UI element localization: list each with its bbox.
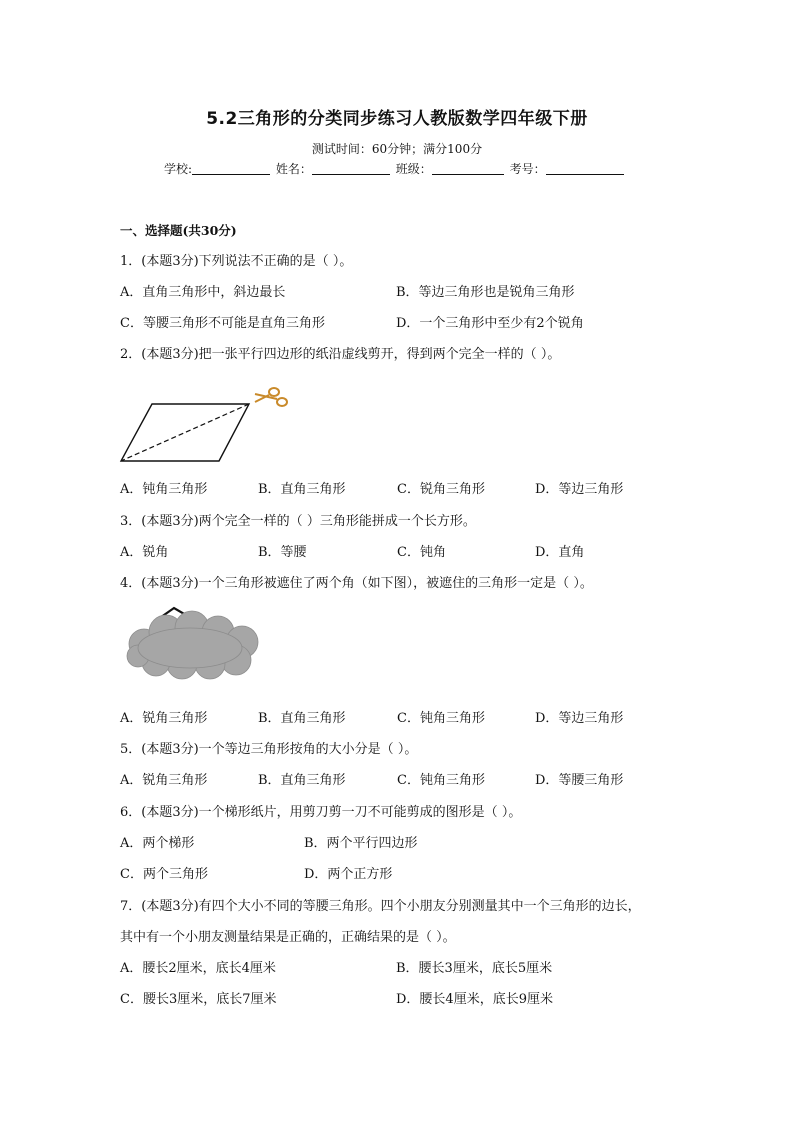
exam-no-label: 考号：: [509, 162, 546, 176]
q7-option-d[interactable]: D．腰长4厘米，底长9厘米: [396, 992, 553, 1007]
test-info: 测试时间：60分钟；满分100分: [311, 142, 483, 156]
student-info-line: [164, 160, 626, 177]
q5-option-d[interactable]: D．等腰三角形: [535, 773, 624, 788]
question-2-stem: 2．(本题3分)把一张平行四边形的纸沿虚线剪开，得到两个完全一样的（ ）。: [120, 347, 561, 362]
question-7-stem-line2: 其中有一个小朋友测量结果是正确的，正确结果的是（ ）。: [120, 930, 456, 945]
question-6-stem: 6．(本题3分)一个梯形纸片，用剪刀剪一刀不可能剪成的图形是（ ）。: [120, 805, 522, 820]
q3-option-c[interactable]: C．钝角: [397, 545, 446, 560]
class-label: 班级：: [395, 162, 432, 176]
q2-option-b[interactable]: B．直角三角形: [258, 482, 346, 497]
name-blank[interactable]: [312, 162, 390, 175]
q4-option-a[interactable]: A．锐角三角形: [120, 711, 208, 726]
q3-option-d[interactable]: D．直角: [535, 545, 585, 560]
q7-option-a[interactable]: A．腰长2厘米，底长4厘米: [120, 961, 276, 976]
q6-option-c[interactable]: C．两个三角形: [120, 867, 208, 882]
parallelogram-figure: [115, 380, 300, 470]
school-label: 学校:: [164, 162, 193, 176]
q4-option-d[interactable]: D．等边三角形: [535, 711, 624, 726]
q6-option-d[interactable]: D．两个正方形: [304, 867, 393, 882]
q3-option-a[interactable]: A．锐角: [120, 545, 169, 560]
q2-option-d[interactable]: D．等边三角形: [535, 482, 624, 497]
cloud-shape: [127, 611, 258, 679]
q3-option-b[interactable]: B．等腰: [258, 545, 307, 560]
q5-option-b[interactable]: B．直角三角形: [258, 773, 346, 788]
q2-option-a[interactable]: A．钝角三角形: [120, 482, 208, 497]
name-label: 姓名：: [275, 162, 312, 176]
q4-option-c[interactable]: C．钝角三角形: [397, 711, 485, 726]
question-3-stem: 3．(本题3分)两个完全一样的（ ）三角形能拼成一个长方形。: [120, 514, 476, 529]
q2-option-c[interactable]: C．锐角三角形: [397, 482, 485, 497]
q7-option-b[interactable]: B．腰长3厘米，底长5厘米: [396, 961, 553, 976]
q4-option-b[interactable]: B．直角三角形: [258, 711, 346, 726]
scissors-icon: [255, 388, 287, 406]
section-heading: 一、选择题(共30分): [120, 223, 237, 238]
page-title: 5.2三角形的分类同步练习人教版数学四年级下册: [206, 109, 588, 129]
question-4-stem: 4．(本题3分)一个三角形被遮住了两个角（如下图），被遮住的三角形一定是（ ）。: [120, 576, 593, 591]
school-blank[interactable]: [192, 162, 270, 175]
q1-option-a[interactable]: A．直角三角形中，斜边最长: [120, 285, 286, 300]
question-7-stem: 7．(本题3分)有四个大小不同的等腰三角形。四个小朋友分别测量其中一个三角形的边长，: [120, 899, 641, 914]
q1-option-d[interactable]: D．一个三角形中至少有2个锐角: [396, 316, 584, 331]
q1-option-c[interactable]: C．等腰三角形不可能是直角三角形: [120, 316, 325, 331]
q6-option-b[interactable]: B．两个平行四边形: [304, 836, 418, 851]
q5-option-a[interactable]: A．锐角三角形: [120, 773, 208, 788]
exam-no-blank[interactable]: [546, 162, 624, 175]
question-1-stem: 1．(本题3分)下列说法不正确的是（ ）。: [120, 254, 353, 269]
class-blank[interactable]: [432, 162, 504, 175]
q1-option-b[interactable]: B．等边三角形也是锐角三角形: [396, 285, 575, 300]
question-5-stem: 5．(本题3分)一个等边三角形按角的大小分是（ ）。: [120, 742, 418, 757]
q5-option-c[interactable]: C．钝角三角形: [397, 773, 485, 788]
q6-option-a[interactable]: A．两个梯形: [120, 836, 195, 851]
covered-triangle-figure: [118, 600, 268, 682]
q7-option-c[interactable]: C．腰长3厘米，底长7厘米: [120, 992, 277, 1007]
